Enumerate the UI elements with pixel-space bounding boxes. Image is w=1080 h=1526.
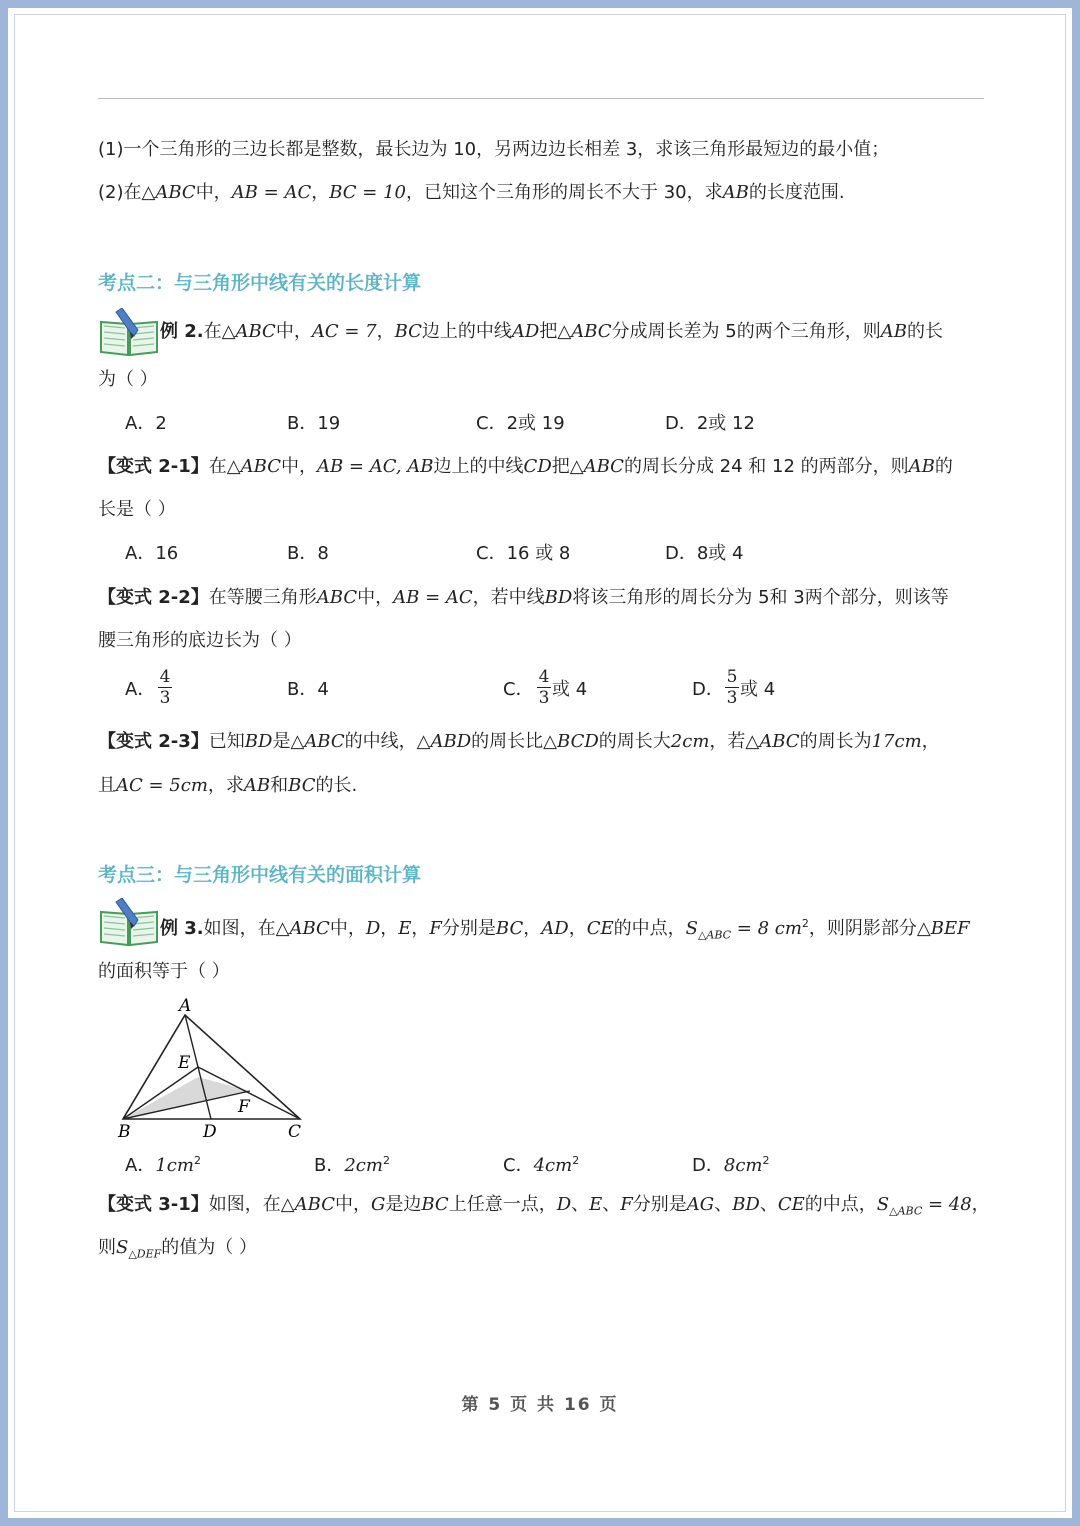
page-footer: 第 5 页 共 16 页 [461,1395,619,1415]
v22-option-a-prefix: A． [125,679,156,700]
example-2-line1: 例 2.在△ABC中，AC = 7，BC边上的中线AD把△ABC分成周长差为 5的两个三角形，则AB的长 [160,321,943,342]
ex3-option-a: A．$1cm^2$ [125,1154,201,1176]
ex2-option-d: D．2或 12 [665,413,755,434]
label-d: D [203,1122,217,1142]
header-rule [98,98,984,99]
section-title-2: 考点二：与三角形中线有关的长度计算 [98,272,422,294]
section-title-3: 考点三：与三角形中线有关的面积计算 [98,864,422,886]
book-pencil-icon [98,898,160,946]
variant-2-3-line1: 【变式 2-3】已知BD是△ABC的中线，△ABD的周长比△BCD的周长大2cm，若△ABC的周长为17cm， [98,731,940,752]
v22-option-d-prefix: D． [692,679,724,700]
v22-option-c-fraction: 4 3 [538,667,550,708]
label-b: B [118,1122,131,1142]
v22-option-c-suffix: 或 4 [552,679,588,700]
v21-option-a: A．16 [125,543,179,564]
v21-option-b: B．8 [287,543,329,564]
v22-option-c-prefix: C． [503,679,534,700]
label-a: A [179,996,192,1016]
example-3-line1: 例 3.如图，在△ABC中，D，E，F分别是BC，AD，CE的中点，$S_{\triangle ABC} = 8$ $cm^2$，则阴影部分△BEF [160,917,970,942]
ex3-option-d: D．$8cm^2$ [692,1154,770,1176]
v22-option-d-fraction: 5 3 [726,667,738,708]
v22-option-b: B．4 [287,679,329,700]
ex2-option-b: B．19 [287,413,341,434]
variant-2-1-line2: 长是（ ） [98,499,176,520]
variant-3-1-line2: 则$S_{\triangle DEF}$的值为（ ） [98,1237,258,1261]
triangle-figure [110,995,320,1145]
variant-3-1-line1: 【变式 3-1】如图，在△ABC中，G是边BC上任意一点，D、E、F分别是AG、BD、CE的中点，$S_{\triangle ABC} = 48$， [98,1194,990,1218]
v22-option-d-suffix: 或 4 [740,679,776,700]
book-pencil-icon [98,308,160,356]
variant-2-2-line1: 【变式 2-2】在等腰三角形ABC中，AB = AC，若中线BD将该三角形的周长分为 5和 3两个部分，则该等 [98,587,949,608]
label-e: E [178,1053,191,1073]
ex2-option-c: C．2或 19 [476,413,565,434]
triangle-abc [123,1015,300,1119]
variant-2-2-line2: 腰三角形的底边长为（ ） [98,630,302,651]
example-3-line2: 的面积等于（ ） [98,961,230,982]
v21-option-d: D．8或 4 [665,543,744,564]
variant-2-3-line2: 且AC = 5cm，求AB和BC的长. [98,775,358,796]
v22-option-a-fraction: 4 3 [159,667,171,708]
example-2-line2: 为（ ） [98,369,158,390]
ex2-option-a: A．2 [125,413,167,434]
label-f: F [238,1097,250,1117]
ex3-option-c: C．$4cm^2$ [503,1154,580,1176]
problem-2: (2)在△ABC中，AB = AC，BC = 10，已知这个三角形的周长不大于 30，求AB的长度范围. [98,182,845,203]
ex3-option-b: B．$2cm^2$ [314,1154,390,1176]
variant-2-1-line1: 【变式 2-1】在△ABC中，AB = AC, AB边上的中线CD把△ABC的周长分成 24 和 12 的两部分，则AB的 [98,456,953,477]
problem-1: (1)一个三角形的三边长都是整数，最长边为 10，另两边边长相差 3，求该三角形最短边的最小值； [98,139,890,160]
label-c: C [288,1122,302,1142]
v21-option-c: C．16 或 8 [476,543,571,564]
